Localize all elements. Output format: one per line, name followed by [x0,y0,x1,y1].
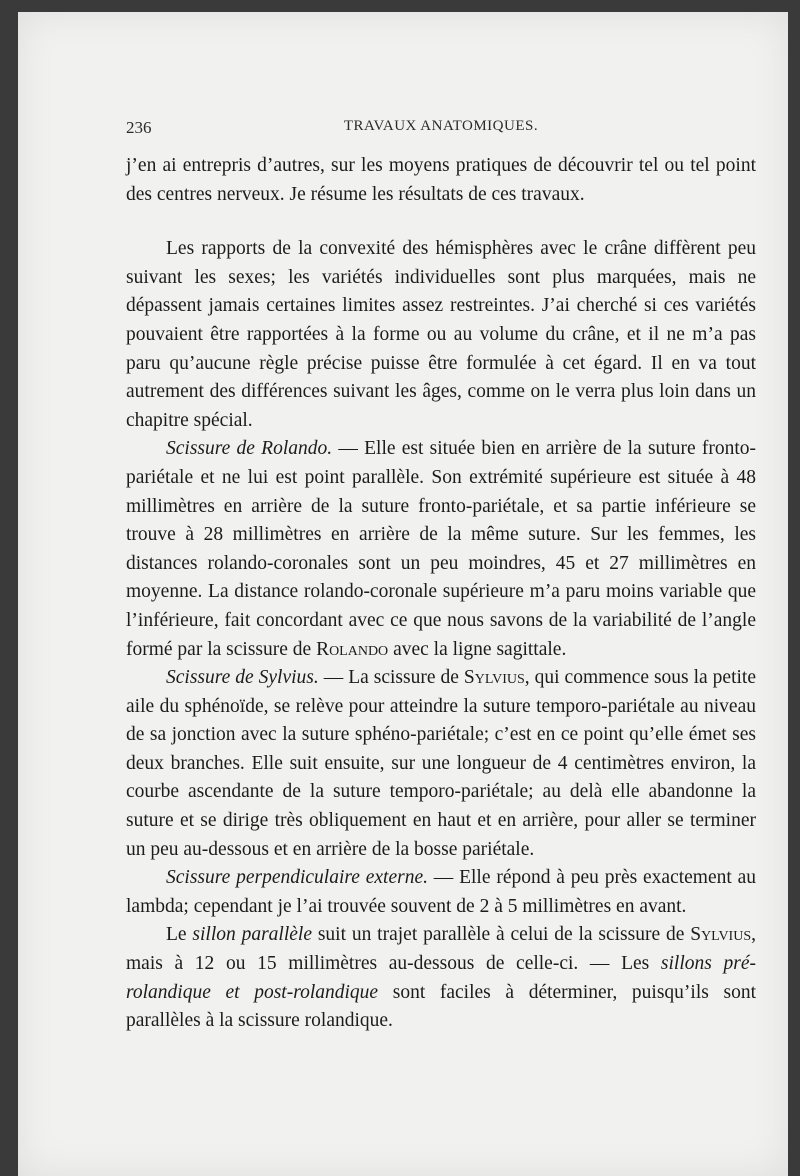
text-parallel-a: Le [166,924,193,946]
paragraph-rolando [126,435,756,664]
paragraph-continuation: j’en ai entrepris d’autres, sur les moyens pratiques de découvrir tel ou tel point des centres nerveux. Je résume les résultats de ces travaux. [126,155,756,205]
heading-sylvius: Scissure de Sylvius. [166,667,319,689]
name-rolando: Rolando [316,638,389,660]
name-sylvius: Sylvius [463,667,525,689]
heading-perpendicular: Scissure perpendiculaire externe. [166,867,428,889]
paragraph-sylvius [126,664,756,864]
text-sylvius-b: , qui commence sous la petite aile du sphénoïde, se relève pour atteindre la suture temporo-pariétale au niveau de sa jonction avec la suture sphéno-pariétale; c’est en ce point qu’elle émet ses deux branches. Elle suit ensuite, sur une longueur de 4 centimètres environ, la courbe ascendante de la suture temporo-pariétale; au delà elle abandonne la suture et se dirige très obliquement en haut et en arrière, pour aller se terminer un peu au-dessous et en arrière de la bosse pariétale. [126,667,756,860]
text-parallel-b: suit un trajet parallèle à celui de la scissure de [312,924,691,946]
text-rolando-b: avec la ligne sagittale. [388,638,567,660]
paragraph-convexity: Les rapports de la convexité des hémisphères avec le crâne diffèrent peu suivant les sexes; les variétés individuelles sont plus marquées, mais ne dépassent jamais certaines limites assez restreintes. J’ai cherché si ces variétés pouvaient être rapportées à la forme ou au volume du crâne, et il ne m’a pas paru qu’aucune règle précise puisse être formulée à cet égard. Il en va tout autrement des différences suivant les âges, comme on le verra plus loin dans un chapitre spécial. [126,238,756,431]
text-rolando-a: — Elle est située bien en arrière de la suture fronto-pariétale et ne lui est point parallèle. Son extrémité supérieure est située à 48 millimètres en arrière de la suture fronto-pariétale, et sa partie inférieure se trouve à 28 millimètres en arrière de la même suture. Sur les femmes, les distances rolando-coronales sont un peu moindres, 45 et 27 millimètres en moyenne. La distance rolando-coronale supérieure m’a paru moins variable que l’inférieure, fait concordant avec ce que nous savons de la variabilité de l’angle formé par la scissure de [126,438,756,660]
term-rolandic-sulci: sillons pré-rolandique et post-rolandique [126,953,756,1003]
paragraph-parallel-sulcus [126,921,756,1035]
text-parallel-c: , mais à 12 ou 15 millimètres au-dessous de celle-ci. — Les [126,924,756,975]
page-body [126,152,756,1036]
name-sylvius-2: Sylvius [690,924,752,946]
book-page [18,12,788,1176]
text-perpendicular: — Elle répond à peu près exactement au lambda; cependant je l’ai trouvée souvent de 2 à 5 millimètres en avant. [126,867,757,917]
heading-rolando: Scissure de Rolando. [166,438,333,460]
page-header [126,118,756,144]
text-parallel-d: sont faciles à déterminer, puisqu’ils sont parallèles à la scissure rolandique. [126,981,756,1032]
paragraph-perpendicular [126,864,756,921]
term-parallel-sulcus: sillon parallèle [192,924,312,946]
page-number: 236 [126,118,152,137]
text-sylvius-a: — La scissure de [318,667,464,689]
running-title: TRAVAUX ANATOMIQUES. [343,118,539,134]
